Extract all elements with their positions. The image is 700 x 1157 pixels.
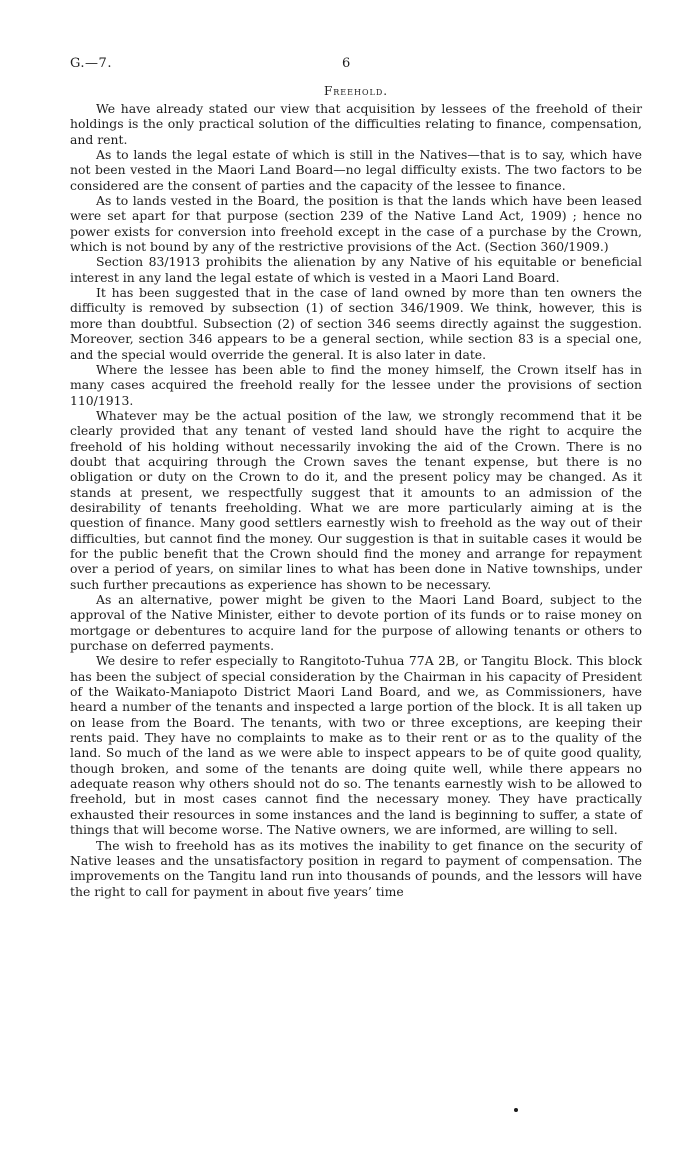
paragraph: As to lands the legal estate of which is still in the Natives—that is to say, which have not been vested in the Maori Land Board—no legal difficulty exists. The two factors to be considered are the consent of parties and the capacity of the lessee to finance. [70,147,642,193]
paragraph: Section 83/1913 prohibits the alienation by any Native of his equitable or beneficial interest in any land the legal estate of which is vested in a Maori Land Board. [70,254,642,285]
page-header [70,56,642,74]
paragraph: As to lands vested in the Board, the position is that the lands which have been leased were set apart for that purpose (section 239 of the Native Land Act, 1909) ; hence no power exists for conversion into freehold except in the case of a purchase by the Crown, which is not bound by any of the restrictive provisions of the Act. (Section 360/1909.) [70,193,642,255]
paragraph: We desire to refer especially to Rangitoto-Tuhua 77A 2B, or Tangitu Block. This block has been the subject of special consideration by the Chairman in his capacity of President of the Waikato-Maniapoto District Maori Land Board, and we, as Commissioners, have heard a number of the tenants and inspected a large portion of the block. It is all taken up on lease from the Board. The tenants, with two or three exceptions, are keeping their rents paid. They have no complaints to make as to their rent or as to the quality of the land. So much of the land as we were able to inspect appears to be of quite good quality, though broken, and some of the tenants are doing quite well, while there appears no adequate reason why others should not do so. The tenants earnestly wish to be allowed to freehold, but in most cases cannot find the necessary money. They have practically exhausted their resources in some instances and the land is beginning to suffer, a state of things that will become worse. The Native owners, we are informed, are willing to sell. [70,653,642,838]
document-body [70,101,642,899]
document-page [70,56,642,899]
page-continuation-mark [514,1108,518,1112]
paragraph: The wish to freehold has as its motives the inability to get finance on the security of Native leases and the unsatisfactory position in regard to payment of compensation. The improvements on the Tangitu land run into thousands of pounds, and the lessors will have the right to call for payment in about five years’ time [70,837,642,899]
document-reference: G.—7. [70,56,112,71]
paragraph: Whatever may be the actual position of the law, we strongly recommend that it be clearly provided that any tenant of vested land should have the right to acquire the freehold of his holding without necessarily invoking the aid of the Crown. There is no doubt that acquiring through the Crown saves the tenant expense, but there is no obligation or duty on the Crown to do it, and the present policy may be changed. As it stands at present, we respectfully suggest that it amounts to an admission of the desirability of tenants freeholding. What we are more particularly aiming at is the question of finance. Many good settlers earnestly wish to freehold as the way out of their difficulties, but cannot find the money. Our suggestion is that in suitable cases it would be for the public benefit that the Crown should find the money and arrange for repayment over a period of years, on similar lines to what has been done in Native townships, under such further precautions as experience has shown to be necessary. [70,407,642,592]
paragraph: It has been suggested that in the case of land owned by more than ten owners the difficulty is removed by subsection (1) of section 346/1909. We think, however, this is more than doubtful. Subsection (2) of section 346 seems directly against the suggestion. Moreover, section 346 appears to be a general section, while section 83 is a special one, and the special would override the general. It is also later in date. [70,285,642,362]
paragraph: We have already stated our view that acquisition by lessees of the freehold of their holdings is the only practical solution of the difficulties relating to finance, compensation, and rent. [70,101,642,147]
paragraph: As an alternative, power might be given to the Maori Land Board, subject to the approval of the Native Minister, either to devote portion of its funds or to raise money on mortgage or debentures to acquire land for the purpose of allowing tenants or others to purchase on deferred payments. [70,592,642,654]
paragraph: Where the lessee has been able to find the money himself, the Crown itself has in many cases acquired the freehold really for the lessee under the provisions of section 110/1913. [70,361,642,408]
section-heading: Freehold. [323,84,389,98]
page-number: 6 [342,56,351,71]
